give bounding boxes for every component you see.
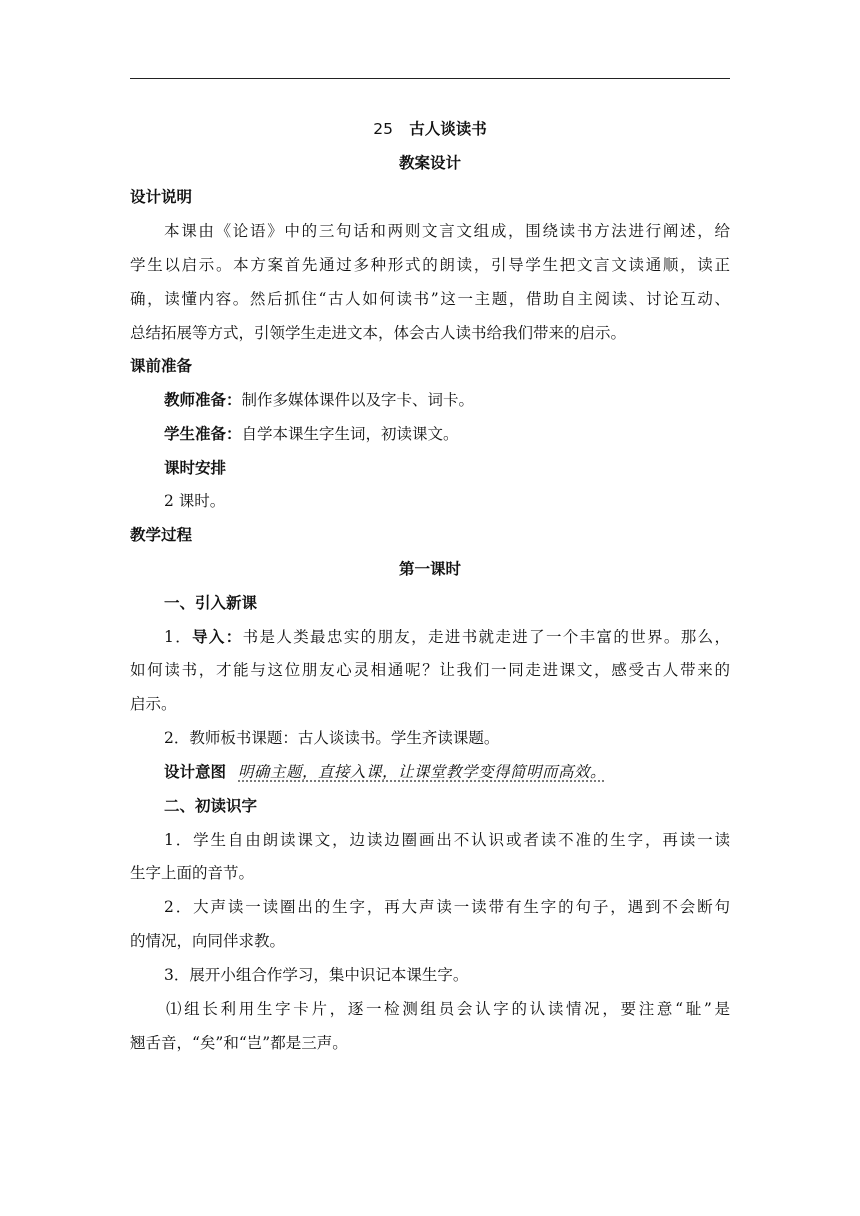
design-intent bbox=[164, 761, 730, 783]
lesson-title-text: 古人谈读书 bbox=[409, 120, 487, 138]
section1-heading: 一、引入新课 bbox=[164, 594, 258, 612]
section1-item1-line3: 启示。 bbox=[130, 695, 177, 713]
design-note-line: 总结拓展等方式，引领学生走进文本，体会古人读书给我们带来的启示。 bbox=[130, 324, 627, 342]
prep-heading: 课前准备 bbox=[130, 357, 193, 375]
section2-sub1-line1: ⑴组长利用生字卡片，逐一检测组员会认字的认读情况，要注意“耻”是 bbox=[166, 1000, 730, 1018]
design-intent-label: 设计意图 bbox=[164, 763, 227, 781]
section2-heading: 二、初读识字 bbox=[164, 797, 258, 815]
page-subtitle: 教案设计 bbox=[398, 154, 461, 172]
lesson-title bbox=[130, 118, 730, 140]
lesson-number: 25 bbox=[373, 120, 393, 138]
section2-item3: 3．展开小组合作学习，集中识记本课生字。 bbox=[164, 966, 469, 984]
schedule-heading: 课时安排 bbox=[164, 459, 227, 477]
header-rule bbox=[130, 78, 730, 79]
section2-item2-line1: 2．大声读一读圈出的生字，再大声读一读带有生字的句子，遇到不会断句 bbox=[164, 898, 730, 916]
design-note-line: 学生以启示。本方案首先通过多种形式的朗读，引导学生把文言文读通顺，读正 bbox=[130, 256, 730, 274]
item1-text: 书是人类最忠实的朋友，走进书就走进了一个丰富的世界。那么， bbox=[242, 628, 730, 646]
teacher-prep-text: 制作多媒体课件以及字卡、词卡。 bbox=[241, 391, 475, 409]
student-prep-label: 学生准备： bbox=[164, 425, 242, 443]
design-note-heading: 设计说明 bbox=[130, 188, 193, 206]
section2-item1-line2: 生字上面的音节。 bbox=[130, 864, 255, 882]
section1-item1 bbox=[164, 626, 730, 648]
student-prep bbox=[164, 423, 730, 445]
period-title: 第一课时 bbox=[398, 560, 461, 578]
section1-item2: 2．教师板书课题：古人谈读书。学生齐读课题。 bbox=[164, 729, 500, 747]
section2-item2-line2: 的情况，向同伴求教。 bbox=[130, 932, 286, 950]
teacher-prep-label: 教师准备： bbox=[164, 391, 242, 409]
design-note-line: 确，读懂内容。然后抓住“古人如何读书”这一主题，借助自主阅读、讨论互动、 bbox=[130, 290, 730, 308]
student-prep-text: 自学本课生字生词，初读课文。 bbox=[241, 425, 459, 443]
process-heading: 教学过程 bbox=[130, 526, 193, 544]
section2-sub1-line2: 翘舌音，“矣”和“岂”都是三声。 bbox=[130, 1034, 348, 1052]
item1-label: 导入： bbox=[192, 628, 243, 646]
teacher-prep bbox=[164, 389, 730, 411]
design-intent-text: 明确主题，直接入课，让课堂教学变得简明而高效。 bbox=[238, 763, 607, 781]
schedule-text: 2 课时。 bbox=[164, 492, 226, 510]
design-note-line: 本课由《论语》中的三句话和两则文言文组成，围绕读书方法进行阐述，给 bbox=[164, 222, 730, 240]
section2-item1-line1: 1．学生自由朗读课文，边读边圈画出不认识或者读不准的生字，再读一读 bbox=[164, 831, 730, 849]
section1-item1-line2: 如何读书，才能与这位朋友心灵相通呢？让我们一同走进课文，感受古人带来的 bbox=[130, 661, 730, 679]
item-number: 1． bbox=[164, 628, 193, 646]
